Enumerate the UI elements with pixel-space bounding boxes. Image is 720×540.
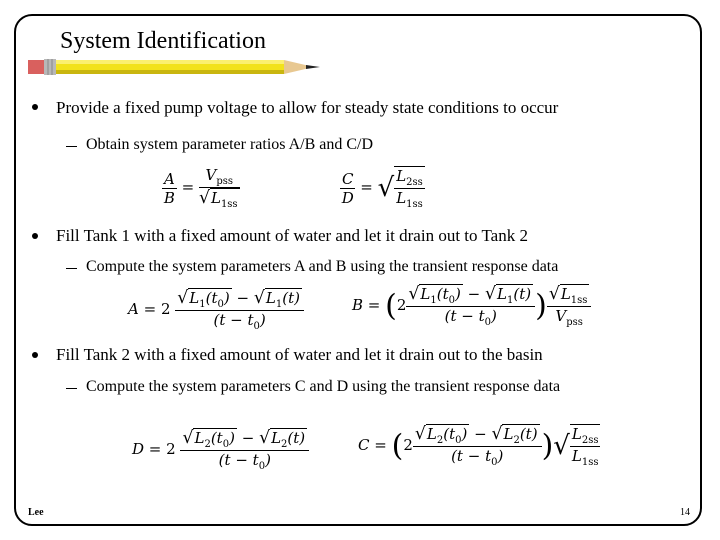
equation-d: D = 2 $\frac{√L_2(t_0) - √L_2(t)}{(t - t_0)}$ (132, 428, 309, 472)
sub-dash (66, 146, 77, 147)
equation-c: C = (2 $\frac{√L_2(t_0) - √L_2(t)}{(t - t_0)}$ )√ $\frac{L_{2ss}}{L_{1ss}}$ (358, 424, 599, 468)
equation-b: B = (2 $\frac{√L_1(t_0) - √L_1(t)}{(t - t_0)}$ ) $\frac{√L_{1ss}}{V_{pss}}$ (352, 284, 591, 328)
slide-title: System Identification (60, 28, 266, 54)
bullet-1-sub: Obtain system parameter ratios A/B and C/D (86, 136, 374, 153)
bullet-2-sub: Compute the system parameters A and B using the transient response data (86, 258, 559, 275)
bullet-dot (32, 233, 38, 239)
bullet-dot (32, 104, 38, 110)
bullet-3-sub: Compute the system parameters C and D using the transient response data (86, 378, 561, 395)
pencil-icon (24, 56, 324, 80)
equation-ab-ratio: $\frac{A}{B}$ = $\frac{V_{pss}}{√L_{1ss}}$ (163, 166, 238, 210)
sub-dash (66, 388, 77, 389)
sub-dash (66, 268, 77, 269)
bullet-3-text: Fill Tank 2 with a fixed amount of water and let it drain out to the basin (56, 345, 543, 364)
page-number: 14 (680, 507, 690, 518)
equation-cd-ratio: $\frac{C}{D}$ = √ $\frac{L_{2ss}}{L_{1ss}}$ (341, 167, 423, 210)
bullet-2-text: Fill Tank 1 with a fixed amount of water and let it drain out to Tank 2 (56, 226, 528, 245)
equation-a: A = 2 $\frac{√L_1(t_0) - √L_1(t)}{(t - t_0)}$ (128, 288, 304, 332)
bullet-1-text: Provide a fixed pump voltage to allow for steady state conditions to occur (56, 98, 559, 117)
footer-author: Lee (28, 507, 44, 518)
bullet-dot (32, 352, 38, 358)
